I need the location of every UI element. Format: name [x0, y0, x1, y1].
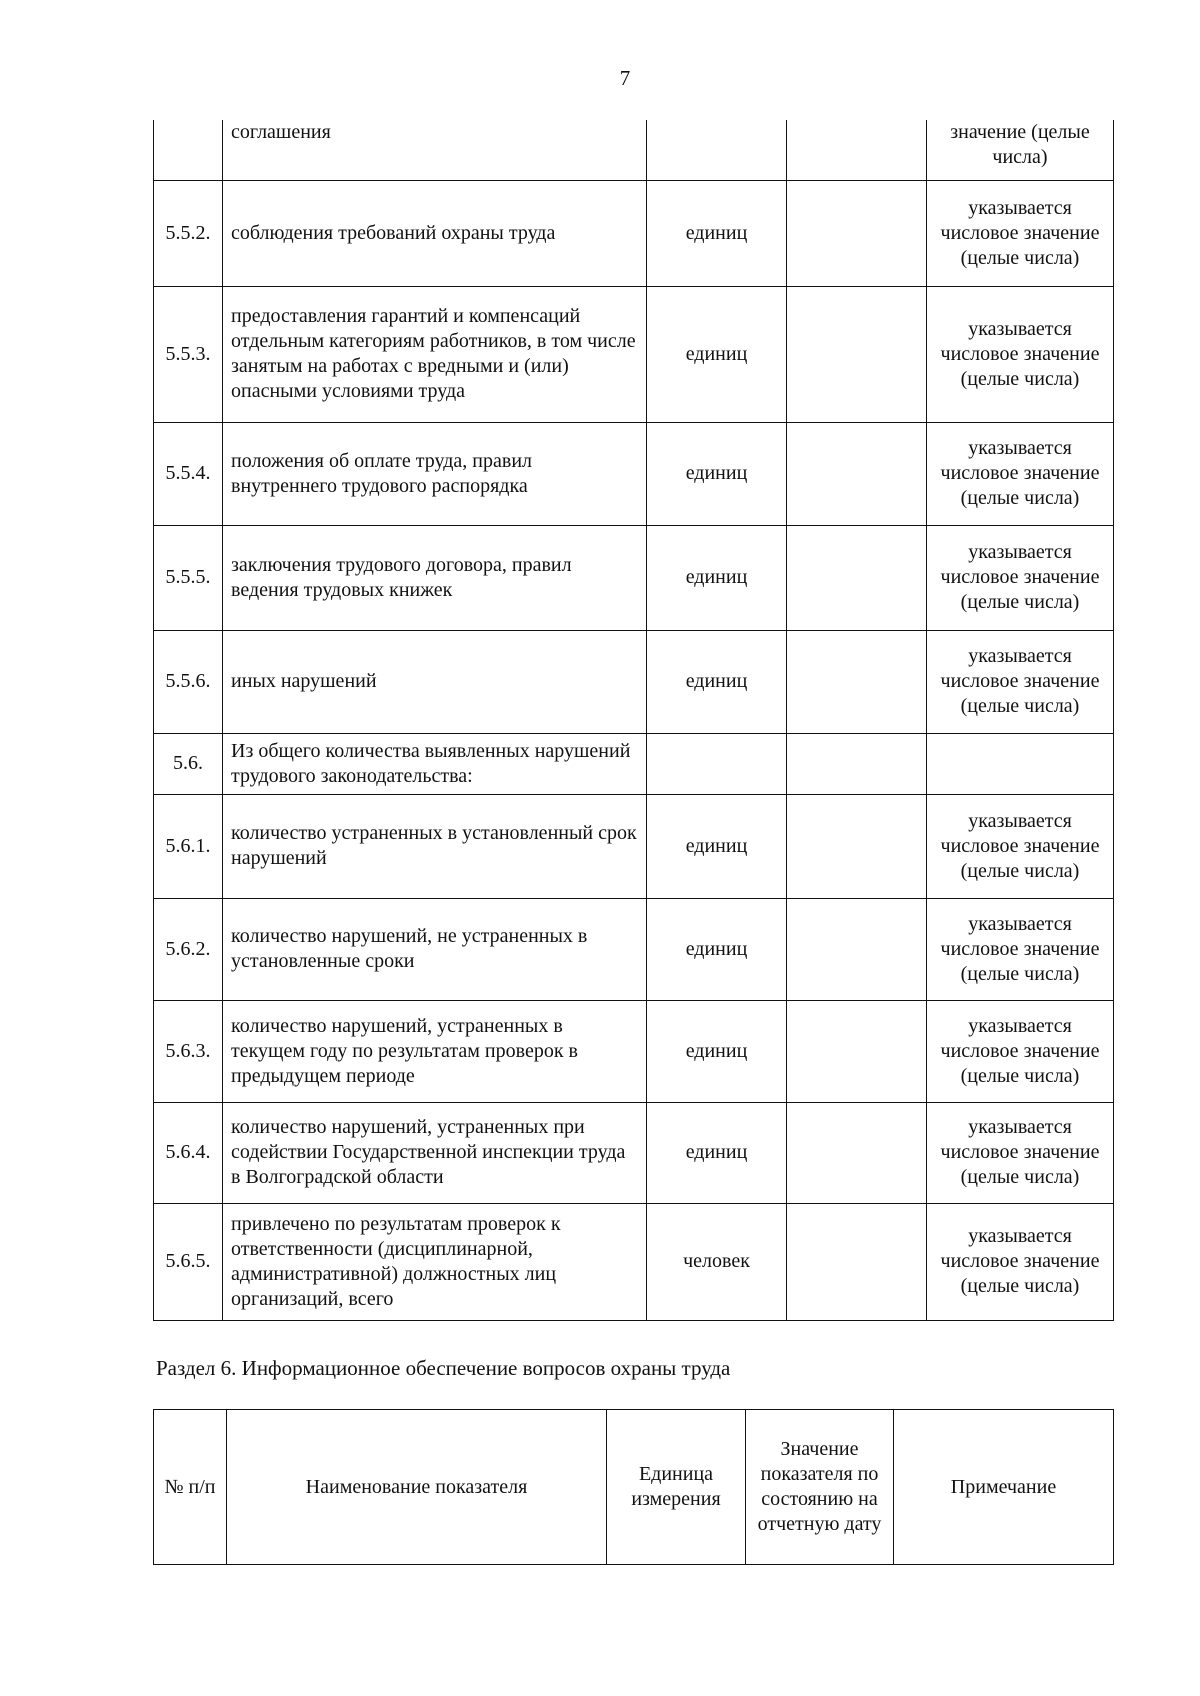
note: указывается числовое значение (целые числа) [927, 525, 1114, 630]
indicator-value [787, 1102, 927, 1203]
indicator-name: количество устраненных в установленный срок нарушений [223, 794, 647, 898]
indicators-table-continued [153, 120, 1114, 1321]
header-note: Примечание [894, 1410, 1114, 1565]
section-6-title: Раздел 6. Информационное обеспечение вопросов охраны труда [156, 1356, 731, 1380]
table-row [154, 794, 1114, 898]
row-number: 5.5.5. [154, 525, 223, 630]
table-row [154, 120, 1114, 180]
row-number: 5.5.2. [154, 180, 223, 286]
indicator-name: привлечено по результатам проверок к ответственности (дисциплинарной, административной) должностных лиц организаций, всего [223, 1203, 647, 1320]
indicator-name: соблюдения требований охраны труда [223, 180, 647, 286]
note: значение (целые числа) [927, 120, 1114, 180]
row-number [154, 120, 223, 180]
indicator-value [787, 630, 927, 733]
indicator-value [787, 733, 927, 794]
table-row [154, 525, 1114, 630]
indicator-name: количество нарушений, не устраненных в установленные сроки [223, 898, 647, 1000]
table-row [154, 630, 1114, 733]
row-number: 5.6.4. [154, 1102, 223, 1203]
note: указывается числовое значение (целые числа) [927, 286, 1114, 422]
indicator-name: соглашения [223, 120, 647, 180]
unit-of-measure: единиц [647, 286, 787, 422]
indicator-name: количество нарушений, устраненных при содействии Государственной инспекции труда в Волгоградской области [223, 1102, 647, 1203]
table-row [154, 1203, 1114, 1320]
note: указывается числовое значение (целые числа) [927, 794, 1114, 898]
table-row [154, 1000, 1114, 1102]
header-unit-of-measure: Единица измерения [607, 1410, 746, 1565]
indicator-value [787, 1203, 927, 1320]
note: указывается числовое значение (целые числа) [927, 1203, 1114, 1320]
page-number: 7 [619, 66, 631, 90]
indicator-value [787, 120, 927, 180]
row-number: 5.5.3. [154, 286, 223, 422]
note: указывается числовое значение (целые числа) [927, 1000, 1114, 1102]
indicator-value [787, 422, 927, 525]
note: указывается числовое значение (целые числа) [927, 180, 1114, 286]
unit-of-measure: единиц [647, 1102, 787, 1203]
note: указывается числовое значение (целые числа) [927, 898, 1114, 1000]
row-number: 5.5.4. [154, 422, 223, 525]
indicator-name: Из общего количества выявленных нарушений трудового законодательства: [223, 733, 647, 794]
unit-of-measure: единиц [647, 1000, 787, 1102]
unit-of-measure [647, 733, 787, 794]
table-header-row [154, 1410, 1114, 1565]
unit-of-measure: единиц [647, 630, 787, 733]
row-number: 5.6.2. [154, 898, 223, 1000]
note: указывается числовое значение (целые числа) [927, 1102, 1114, 1203]
unit-of-measure: единиц [647, 422, 787, 525]
header-row-number: № п/п [154, 1410, 227, 1565]
table-row [154, 1102, 1114, 1203]
indicator-value [787, 286, 927, 422]
table-row [154, 422, 1114, 525]
section-6-table [153, 1409, 1114, 1565]
indicator-name: иных нарушений [223, 630, 647, 733]
unit-of-measure: единиц [647, 525, 787, 630]
indicator-name: количество нарушений, устраненных в текущем году по результатам проверок в предыдущем периоде [223, 1000, 647, 1102]
row-number: 5.6.3. [154, 1000, 223, 1102]
unit-of-measure: человек [647, 1203, 787, 1320]
unit-of-measure: единиц [647, 898, 787, 1000]
row-number: 5.6.1. [154, 794, 223, 898]
indicator-value [787, 794, 927, 898]
unit-of-measure: единиц [647, 794, 787, 898]
row-number: 5.6.5. [154, 1203, 223, 1320]
indicator-name: предоставления гарантий и компенсаций отдельным категориям работников, в том числе занятым на работах с вредными и (или) опасными условиями труда [223, 286, 647, 422]
table-row [154, 733, 1114, 794]
indicator-value [787, 180, 927, 286]
indicator-value [787, 1000, 927, 1102]
unit-of-measure [647, 120, 787, 180]
table-row [154, 180, 1114, 286]
header-indicator-value: Значение показателя по состоянию на отчетную дату [746, 1410, 894, 1565]
row-number: 5.6. [154, 733, 223, 794]
row-number: 5.5.6. [154, 630, 223, 733]
note: указывается числовое значение (целые числа) [927, 630, 1114, 733]
indicator-value [787, 898, 927, 1000]
indicator-name: положения об оплате труда, правил внутреннего трудового распорядка [223, 422, 647, 525]
table-row [154, 898, 1114, 1000]
note: указывается числовое значение (целые числа) [927, 422, 1114, 525]
header-indicator-name: Наименование показателя [227, 1410, 607, 1565]
indicator-name: заключения трудового договора, правил ведения трудовых книжек [223, 525, 647, 630]
note [927, 733, 1114, 794]
indicator-value [787, 525, 927, 630]
unit-of-measure: единиц [647, 180, 787, 286]
table-row [154, 286, 1114, 422]
